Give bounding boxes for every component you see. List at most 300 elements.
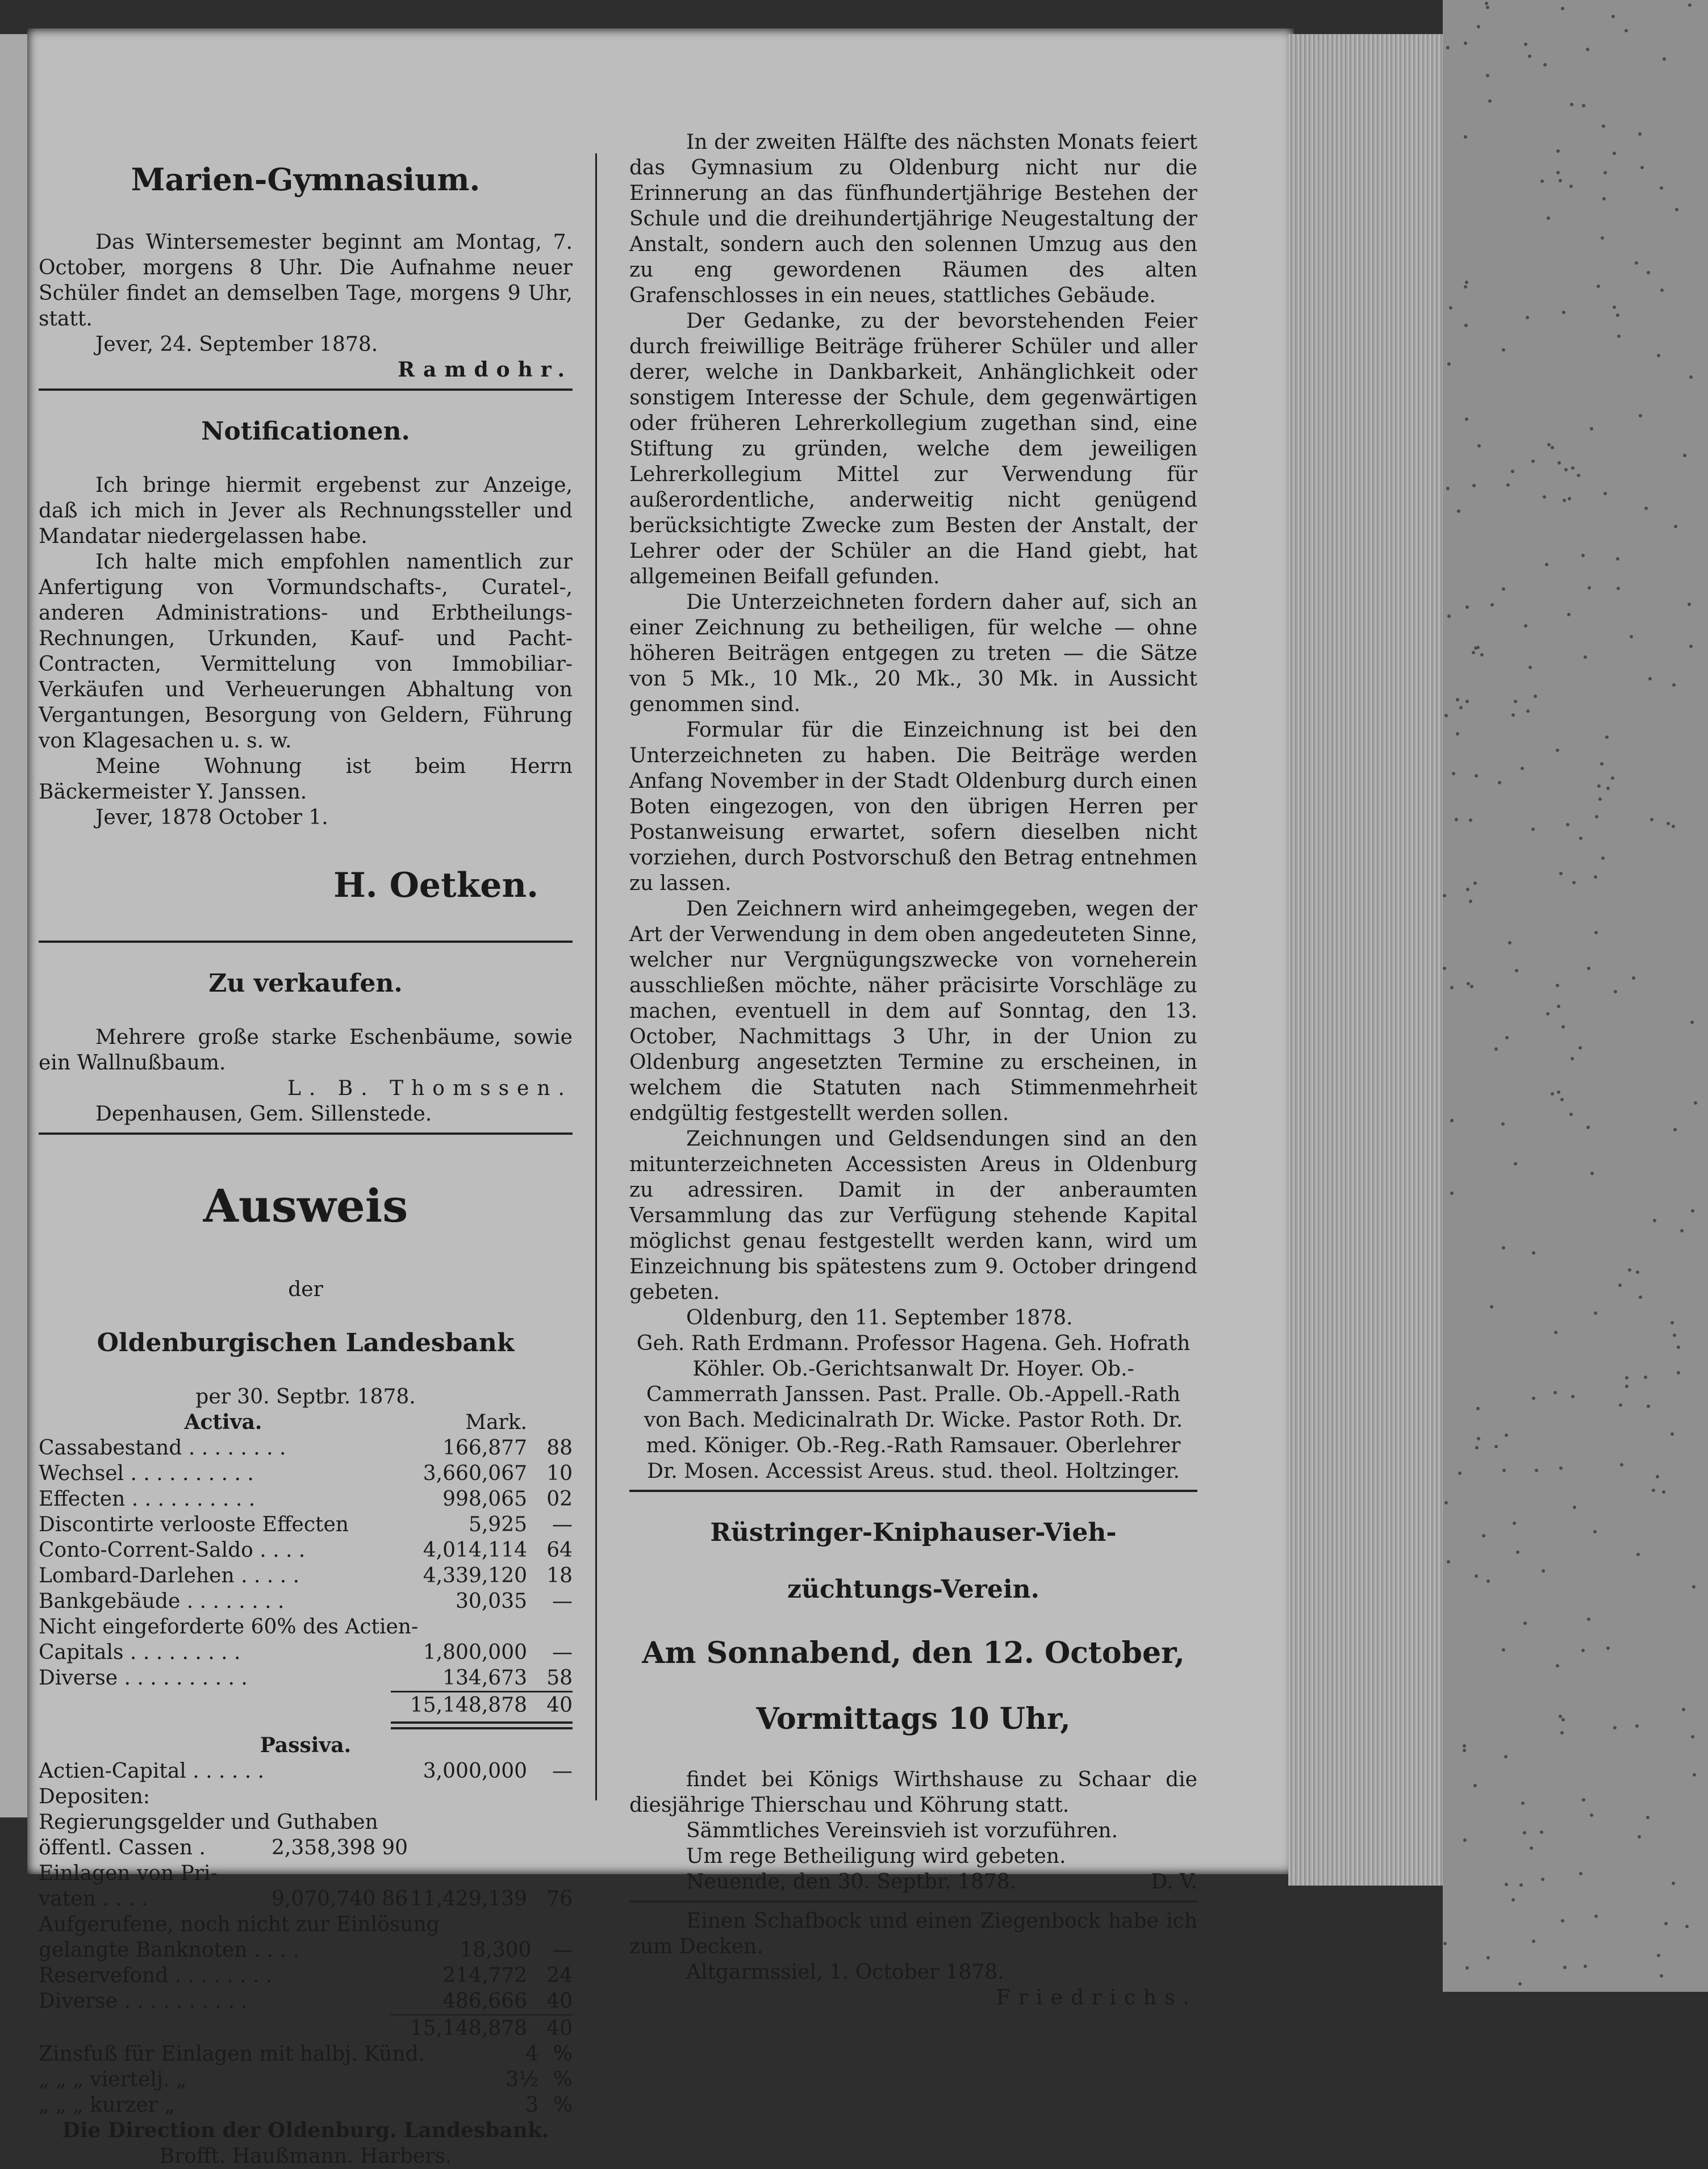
passiva-row-label: Depositen: <box>39 1785 150 1808</box>
passiva-total-pf: 40 <box>546 2017 573 2040</box>
passiva-label: Passiva. <box>260 1733 352 1757</box>
rule <box>629 1900 1197 1903</box>
board-speckle <box>1638 132 1642 136</box>
board-speckle <box>1640 166 1644 169</box>
gymnasium-notice <box>39 160 573 383</box>
board-speckle <box>1569 185 1573 188</box>
board-speckle <box>1584 1965 1587 1968</box>
interest-rate-label: „ „ „ viertelj. „ <box>39 2068 187 2091</box>
board-speckle <box>1590 427 1593 431</box>
board-speckle <box>1617 335 1621 338</box>
sale-signer: L. B. Thomssen. <box>287 1077 573 1100</box>
board-speckle <box>1556 984 1559 987</box>
board-speckle <box>1556 749 1559 752</box>
board-speckle <box>1456 732 1459 735</box>
activa-row-label: Wechsel . . . . . . . . . . <box>39 1462 254 1485</box>
sale-body: Mehrere große starke Eschenbäume, sowie ein Wallnußbaum. <box>39 1026 573 1075</box>
board-speckle <box>1660 186 1663 190</box>
board-speckle <box>1465 700 1469 703</box>
board-speckle <box>1630 635 1633 638</box>
board-speckle <box>1485 2 1488 5</box>
board-speckle <box>1447 362 1451 366</box>
board-speckle <box>1465 281 1468 284</box>
activa-row-label: Diverse . . . . . . . . . . <box>39 1666 248 1690</box>
board-speckle <box>1455 818 1458 821</box>
board-speckle <box>1556 149 1560 153</box>
board-speckle <box>1584 655 1587 659</box>
board-speckle <box>1450 1192 1454 1195</box>
activa-row <box>39 1665 573 1691</box>
board-speckle <box>1594 931 1598 934</box>
friedrichs-place-date: Altgarmssiel, 1. October 1878. <box>686 1961 1004 1984</box>
board-speckle <box>1526 316 1529 319</box>
board-speckle <box>1694 1101 1697 1105</box>
board-speckle <box>1594 1311 1597 1315</box>
board-speckle <box>1594 875 1597 879</box>
board-speckle <box>1587 1618 1590 1621</box>
verein-signer: D. V. <box>1151 1870 1197 1894</box>
board-speckle <box>1664 1922 1668 1925</box>
board-speckle <box>1444 714 1448 717</box>
board-speckle <box>1597 784 1601 788</box>
board-speckle <box>1446 487 1450 490</box>
verein-notice <box>629 1517 1197 1895</box>
passiva-row-label: Actien-Capital . . . . . . <box>39 1760 265 1783</box>
interest-rates <box>39 2041 573 2118</box>
rule <box>629 1490 1197 1492</box>
board-speckle <box>1547 443 1551 446</box>
board-speckle <box>1567 613 1571 616</box>
passiva-row-label: vaten . . . . <box>39 1887 148 1911</box>
board-speckle <box>1449 306 1452 310</box>
board-speckle <box>1660 1974 1663 1978</box>
board-speckle <box>1581 554 1585 557</box>
board-speckle <box>1570 103 1573 106</box>
activa-row-pf: — <box>552 1590 573 1613</box>
board-speckle <box>1594 1915 1598 1918</box>
notification-signer: H. Oetken. <box>333 866 538 905</box>
notification-notice <box>39 416 573 906</box>
rule <box>39 388 573 391</box>
board-speckle <box>1532 1397 1535 1400</box>
board-speckle <box>1475 1574 1478 1578</box>
verein-body1: findet bei Königs Wirthshause zu Schaar die diesjährige Thierschau und Köhrung statt. <box>629 1768 1197 1817</box>
interest-rate-label: Zinsfuß für Einlagen mit halbj. Künd. <box>39 2042 425 2066</box>
board-speckle <box>1595 815 1598 818</box>
rule <box>39 941 573 943</box>
jubilee-place-date: Oldenburg, den 11. September 1878. <box>686 1306 1073 1330</box>
board-speckle <box>1582 1798 1585 1802</box>
board-speckle <box>1477 1437 1480 1440</box>
activa-table <box>39 1435 573 1691</box>
activa-row-value: 166,877 <box>442 1436 527 1460</box>
board-speckle <box>1625 29 1628 32</box>
board-speckle <box>1469 818 1472 822</box>
board-speckle <box>1677 1371 1680 1374</box>
board-speckle <box>1486 74 1489 77</box>
sale-place: Depenhausen, Gem. Sillenstede. <box>95 1102 432 1126</box>
board-speckle <box>1531 459 1535 463</box>
bank-statement <box>39 1180 573 2169</box>
gymnasium-place-date: Jever, 24. September 1878. <box>95 333 378 356</box>
gymnasium-signer: Ramdohr. <box>398 358 573 382</box>
board-speckle <box>1639 414 1642 417</box>
activa-row-pf: 10 <box>546 1462 573 1485</box>
board-speckle <box>1465 1966 1469 1970</box>
board-speckle <box>1508 941 1511 945</box>
bank-direction: Die Direction der Oldenburg. Landesbank. <box>62 2118 549 2142</box>
activa-row-label: Nicht eingeforderte 60% des Actien- <box>39 1615 419 1639</box>
board-speckle <box>1523 1621 1527 1625</box>
activa-total-pf: 40 <box>546 1694 573 1717</box>
notification-place-date: Jever, 1878 October 1. <box>95 806 328 829</box>
bank-name: Oldenburgischen Landesbank <box>97 1328 515 1357</box>
board-speckle <box>1482 1534 1485 1537</box>
board-speckle <box>1611 776 1614 780</box>
board-speckle <box>1571 466 1575 470</box>
right-column <box>629 129 1197 2011</box>
board-speckle <box>1561 1025 1565 1029</box>
interest-rate-value: 3½ <box>506 2068 538 2091</box>
board-speckle <box>1690 1021 1694 1024</box>
board-speckle <box>1646 1816 1649 1819</box>
board-speckle <box>1473 881 1477 885</box>
board-speckle <box>1511 470 1514 473</box>
activa-row <box>39 1640 573 1665</box>
passiva-row-value: 214,772 <box>442 1964 528 1987</box>
board-speckle <box>1521 1802 1525 1805</box>
board-speckle <box>1534 695 1537 698</box>
board-speckle <box>1490 1305 1493 1309</box>
board-speckle <box>1662 1490 1665 1494</box>
board-speckle <box>1568 497 1571 500</box>
board-speckle <box>1452 772 1455 775</box>
board-speckle <box>1644 1376 1647 1379</box>
board-speckle <box>1588 586 1591 590</box>
board-speckle <box>1464 41 1467 45</box>
board-speckle <box>1475 1446 1479 1449</box>
passiva-row <box>39 1809 573 1835</box>
board-speckle <box>1465 417 1468 421</box>
activa-row-pf: 18 <box>546 1564 573 1587</box>
board-speckle <box>1693 1773 1696 1777</box>
board-speckle <box>1601 856 1605 860</box>
board-speckle <box>1636 1553 1640 1556</box>
passiva-row-pf: — <box>552 1760 573 1783</box>
board-speckle <box>1602 197 1606 200</box>
board-speckle <box>1671 1432 1674 1436</box>
jubilee-signers: Geh. Rath Erdmann. Professor Hagena. Geh. Hofrath Köhler. Ob.-Gerichtsanwalt Dr. Hoyer. Ob.-Cammerrath Janssen. Past. Pralle. Ob.-Appell.-Rath von Bach. Medicinalrath Dr. Wicke. Pastor Roth. Dr. med. Königer. Ob.-Reg.-Rath Ramsauer. Oberlehrer Dr. Mosen. Accessist Areus. stud. theol. Holtzinger. <box>636 1332 1191 1483</box>
verein-headline1: Am Sonnabend, den 12. October, <box>642 1636 1185 1670</box>
passiva-row-subpf: 86 <box>382 1887 408 1911</box>
board-speckle <box>1673 1334 1676 1337</box>
passiva-row-value: 11,429,139 <box>410 1887 527 1911</box>
board-speckle <box>1494 1047 1498 1051</box>
board-speckle <box>1556 1664 1559 1668</box>
board-speckle <box>1647 1405 1650 1408</box>
board-speckle <box>1535 1469 1538 1472</box>
board-speckle <box>1602 124 1605 128</box>
board-speckle <box>1628 1268 1631 1272</box>
board-speckle <box>1563 499 1566 502</box>
interest-rate-unit: % <box>553 2068 573 2091</box>
bank-date: per 30. Septbr. 1878. <box>195 1385 416 1409</box>
board-speckle <box>1561 1718 1565 1721</box>
board-speckle <box>1494 1445 1498 1448</box>
board-speckle <box>1582 104 1585 107</box>
board-speckle <box>1683 454 1686 457</box>
board-speckle <box>1502 1246 1505 1249</box>
board-speckle <box>1561 1919 1564 1923</box>
board-speckle <box>1644 507 1648 510</box>
activa-total-row <box>39 1692 573 1718</box>
board-speckle <box>1513 1522 1516 1525</box>
board-speckle <box>1660 289 1664 292</box>
activa-label: Activa. <box>184 1410 262 1434</box>
board-speckle <box>1473 1784 1477 1787</box>
board-speckle <box>1606 787 1610 790</box>
board-speckle <box>1586 1126 1590 1129</box>
board-speckle <box>1488 99 1492 103</box>
board-speckle <box>1502 1648 1505 1652</box>
board-speckle <box>1469 900 1472 903</box>
interest-rate-row <box>39 2092 573 2118</box>
board-speckle <box>1504 1755 1507 1758</box>
board-speckle <box>1556 171 1560 174</box>
board-speckle <box>1650 818 1653 821</box>
board-speckle <box>1519 1883 1523 1887</box>
board-speckle <box>1635 1724 1639 1728</box>
sale-notice <box>39 968 573 1127</box>
board-speckle <box>1652 1489 1655 1492</box>
activa-row-value: 4,339,120 <box>423 1564 527 1587</box>
board-speckle <box>1472 484 1476 487</box>
board-speckle <box>1613 152 1616 155</box>
board-speckle <box>1614 990 1617 993</box>
passiva-row-label: Diverse . . . . . . . . . . <box>39 1990 248 2013</box>
board-speckle <box>1603 492 1607 495</box>
board-speckle <box>1657 354 1660 357</box>
board-speckle <box>1443 1942 1447 1945</box>
board-speckle <box>1597 285 1600 288</box>
board-speckle <box>1616 557 1619 561</box>
board-speckle <box>1563 1966 1567 1969</box>
board-speckle <box>1672 1882 1675 1885</box>
board-speckle <box>1524 43 1527 46</box>
jubilee-p5: Den Zeichnern wird anheimgegeben, wegen der Art der Verwendung in dem oben angedeuteten Sinne, welcher nur Vergnügungszwecke von vorneherein ausschließen möchte, näher präcisirte Vorschläge zu machen, eventuell in dem auf Sonntag, den 13. October, Nachmittags 3 Uhr, in der Union zu Oldenburg angesetzten Termine zu erscheinen, in welchem die Statuten nach Stimmenmehrheit endgültig festgestellt werden sollen. <box>629 897 1197 1125</box>
board-speckle <box>1682 1708 1685 1711</box>
passiva-row-pf: 76 <box>546 1887 573 1911</box>
bank-der: der <box>288 1278 323 1301</box>
board-speckle <box>1573 1506 1576 1509</box>
board-speckle <box>1590 1813 1593 1817</box>
board-speckle <box>1569 1113 1573 1116</box>
board-speckle <box>1540 179 1544 183</box>
board-speckle <box>1635 261 1638 265</box>
board-speckle <box>1505 1434 1508 1437</box>
board-speckle <box>1511 1898 1515 1901</box>
board-speckle <box>1625 1385 1628 1388</box>
board-speckle <box>1667 822 1670 825</box>
board-speckle <box>1673 1128 1677 1131</box>
activa-row-pf: 02 <box>546 1487 573 1511</box>
passiva-total-row <box>39 2016 573 2041</box>
board-speckle <box>1466 888 1469 891</box>
passiva-row <box>39 1963 573 1988</box>
notification-title: Notificationen. <box>201 417 410 446</box>
book-cover-board <box>1443 0 1708 1992</box>
board-speckle <box>1472 651 1475 654</box>
board-speckle <box>1605 735 1609 739</box>
verein-body3: Um rege Betheiligung wird gebeten. <box>686 1845 1066 1868</box>
board-speckle <box>1578 1046 1582 1050</box>
board-speckle <box>1506 483 1510 487</box>
interest-rate-unit: % <box>553 2042 573 2066</box>
board-speckle <box>1559 1466 1563 1470</box>
board-speckle <box>1532 1251 1535 1255</box>
board-speckle <box>1672 683 1676 687</box>
passiva-row-pf: 24 <box>546 1964 573 1987</box>
board-speckle <box>1477 444 1481 448</box>
board-speckle <box>1691 1209 1694 1213</box>
sale-title: Zu verkaufen. <box>208 969 403 998</box>
activa-row-value: 5,925 <box>468 1513 527 1536</box>
board-speckle <box>1447 1560 1450 1564</box>
board-speckle <box>1691 1735 1694 1738</box>
passiva-row-sub: 9,070,740 <box>272 1887 376 1911</box>
board-speckle <box>1613 1726 1617 1729</box>
left-column <box>39 129 573 2169</box>
board-speckle <box>1560 1098 1564 1101</box>
activa-total-value: 15,148,878 <box>410 1694 527 1717</box>
activa-row <box>39 1435 573 1461</box>
verein-place-date: Neuende, den 30. Septbr. 1878. <box>686 1870 1017 1894</box>
board-speckle <box>1571 1057 1574 1060</box>
activa-row-label: Discontirte verlooste Effecten <box>39 1513 349 1536</box>
passiva-table <box>39 1758 573 2014</box>
passiva-row <box>39 1912 573 1937</box>
board-speckle <box>1447 615 1451 618</box>
board-speckle <box>1619 1403 1622 1407</box>
board-speckle <box>1577 474 1580 477</box>
board-speckle <box>1464 135 1467 139</box>
board-speckle <box>1680 1229 1684 1232</box>
board-speckle <box>1515 969 1518 972</box>
board-speckle <box>1543 63 1547 66</box>
gymnasium-body: Das Wintersemester beginnt am Montag, 7. October, morgens 8 Uhr. Die Aufnahme neuer Schüler findet an demselben Tage, morgens 9 Uhr, statt. <box>39 231 573 331</box>
activa-row <box>39 1563 573 1589</box>
interest-rate-value: 3 <box>525 2093 538 2117</box>
gymnasium-title: Marien-Gymnasium. <box>131 161 481 198</box>
board-speckle <box>1476 1407 1480 1410</box>
activa-row-value: 134,673 <box>442 1666 527 1690</box>
board-speckle <box>1689 375 1693 379</box>
bank-directors: Brofft. Haußmann. Harbers. <box>159 2145 452 2168</box>
passiva-row <box>39 1988 573 2014</box>
activa-row <box>39 1589 573 1614</box>
board-speckle <box>1572 881 1576 884</box>
activa-row <box>39 1614 573 1640</box>
activa-row-value: 4,014,114 <box>423 1539 527 1562</box>
jubilee-p3: Die Unterzeichneten fordern daher auf, sich an einer Zeichnung zu betheiligen, für welche — ohne höheren Beiträgen entgegen zu treten — die Sätze von 5 Mk., 10 Mk., 20 Mk., 30 Mk. in Aussicht genommen sind. <box>629 591 1197 716</box>
board-speckle <box>1657 1954 1660 1957</box>
board-speckle <box>1601 236 1604 240</box>
board-speckle <box>1625 1376 1628 1380</box>
activa-row-pf: 64 <box>546 1539 573 1562</box>
board-speckle <box>1502 587 1505 591</box>
board-speckle <box>1446 46 1450 49</box>
board-speckle <box>1505 1883 1508 1886</box>
board-speckle <box>1486 1956 1490 1959</box>
interest-rate-unit: % <box>553 2093 573 2117</box>
verein-footer <box>629 1869 1197 1895</box>
book-page-edges <box>1288 34 1447 1886</box>
double-rule <box>391 1721 573 1729</box>
board-speckle <box>1490 603 1494 607</box>
jubilee-notice <box>629 129 1197 1484</box>
board-speckle <box>1688 3 1692 7</box>
board-speckle <box>1636 1271 1639 1274</box>
board-speckle <box>1566 823 1569 826</box>
board-speckle <box>1611 15 1615 18</box>
board-speckle <box>1542 1569 1545 1573</box>
board-speckle <box>1675 208 1678 211</box>
board-speckle <box>1586 48 1589 51</box>
board-speckle <box>1560 1731 1564 1735</box>
board-speckle <box>1606 1646 1610 1650</box>
board-speckle <box>1557 1090 1560 1094</box>
board-speckle <box>1551 446 1554 449</box>
board-speckle <box>1514 1162 1517 1165</box>
board-speckle <box>1475 774 1478 778</box>
board-speckle <box>1571 1395 1575 1398</box>
board-speckle <box>1559 179 1562 182</box>
board-speckle <box>1543 495 1546 499</box>
passiva-row-pf: 40 <box>546 1990 573 2013</box>
verein-headline2: Vormittags 10 Uhr, <box>756 1702 1071 1736</box>
board-speckle <box>1587 967 1590 970</box>
board-speckle <box>1616 314 1619 317</box>
board-speckle <box>1463 1749 1466 1752</box>
board-speckle <box>1557 461 1561 465</box>
board-speckle <box>1526 709 1530 713</box>
activa-row-pf: — <box>552 1513 573 1536</box>
board-speckle <box>1598 797 1602 801</box>
notification-p1: Ich bringe hiermit ergebenst zur Anzeige, daß ich mich in Jever als Rechnungssteller und Mandatar niedergelassen habe. <box>39 474 573 548</box>
board-speckle <box>1541 1878 1544 1881</box>
board-speckle <box>1632 976 1635 980</box>
board-speckle <box>1562 311 1565 314</box>
board-speckle <box>1532 1940 1535 1943</box>
board-speckle <box>1671 1321 1674 1324</box>
board-speckle <box>1564 468 1568 471</box>
friedrichs-signer: Friedrichs. <box>996 1986 1197 2009</box>
board-speckle <box>1551 1092 1554 1096</box>
board-speckle <box>1546 1012 1550 1015</box>
passiva-row-label: Regierungsgelder und Guthaben <box>39 1811 378 1834</box>
board-speckle <box>1486 1579 1490 1583</box>
board-speckle <box>1486 6 1489 9</box>
passiva-row-value: 486,666 <box>442 1990 527 2013</box>
activa-row-value: 1,800,000 <box>423 1641 527 1664</box>
passiva-row-label: Aufgerufene, noch nicht zur Einlösung <box>39 1913 440 1936</box>
board-speckle <box>1480 653 1484 657</box>
board-speckle <box>1545 563 1548 566</box>
board-speckle <box>1521 767 1524 770</box>
activa-row-label: Conto-Corrent-Saldo . . . . <box>39 1539 306 1562</box>
passiva-row <box>39 1937 573 1963</box>
board-speckle <box>1530 1846 1533 1850</box>
